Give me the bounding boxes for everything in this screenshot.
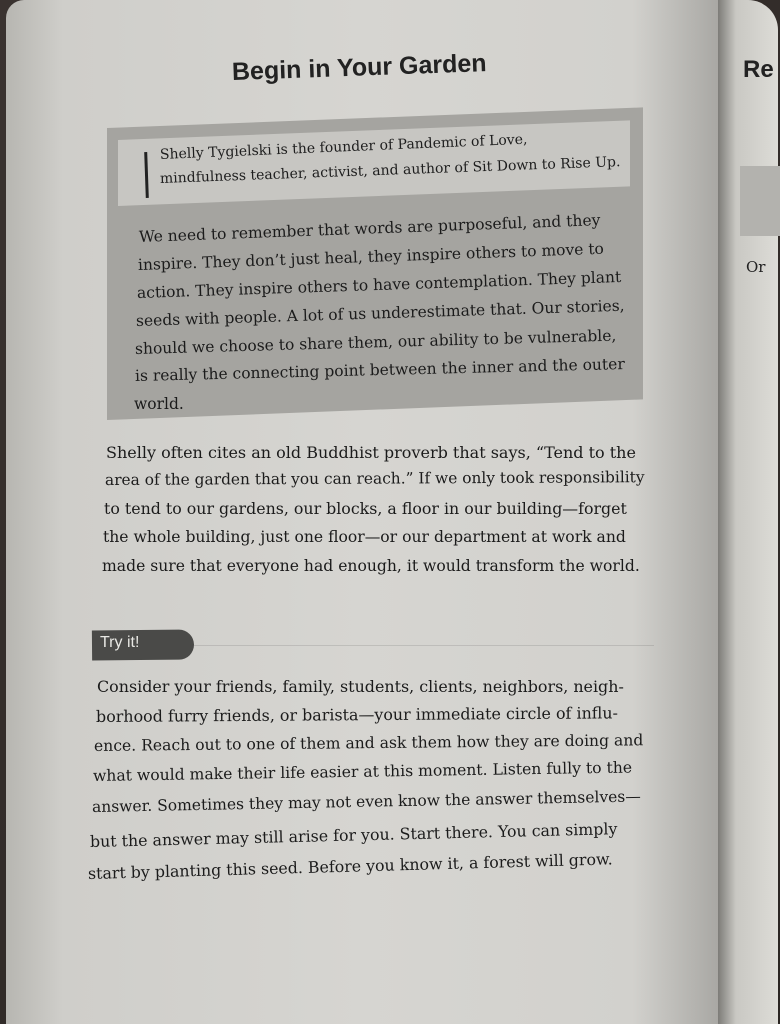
right-page-gray-box xyxy=(740,166,780,236)
try-it-line: Consider your friends, family, students, clients, neighbors, neigh- xyxy=(97,677,624,696)
try-it-line: answer. Sometimes they may not even know the answer themselves— xyxy=(91,787,641,816)
paragraph-line: Shelly often cites an old Buddhist proverb that says, “Tend to the xyxy=(106,443,636,462)
quote-line: world. xyxy=(134,395,184,413)
quote-intro-line: Shelly Tygielski is the founder of Pandemic of Love, xyxy=(159,131,528,163)
paragraph-line: area of the garden that you can reach.” If we only took responsibility xyxy=(104,468,645,489)
quote-line: is really the connecting point between the inner and the outer xyxy=(134,355,625,385)
chapter-title: Begin in Your Garden xyxy=(231,49,487,86)
paragraph-line: to tend to our gardens, our blocks, a floor in our building—forget xyxy=(104,499,627,518)
right-page-heading: Rе xyxy=(743,56,774,83)
quote-line: inspire. They don’t just heal, they inspire others to move to xyxy=(137,239,605,274)
quote-intro-line: mindfulness teacher, activist, and author of Sit Down to Rise Up. xyxy=(159,154,621,187)
try-it-rule xyxy=(194,645,654,646)
try-it-line: but the answer may still arise for you. Start there. You can simply xyxy=(89,819,618,851)
right-page xyxy=(718,0,778,1024)
try-it-line: borhood furry friends, or barista—your immediate circle of influ- xyxy=(95,703,619,726)
paragraph-line: made sure that everyone had enough, it would transform the world. xyxy=(102,557,640,575)
paragraph-line: the whole building, just one floor—or our department at work and xyxy=(103,528,626,546)
try-it-label: Try it! xyxy=(100,634,140,651)
try-it-line: what would make their life easier at this moment. Listen fully to the xyxy=(92,758,633,785)
try-it-line: start by planting this seed. Before you know it, a forest will grow. xyxy=(87,849,613,883)
try-it-line: ence. Reach out to one of them and ask them how they are doing and xyxy=(93,731,644,755)
quote-line: should we choose to share them, our ability to be vulnerable, xyxy=(134,326,617,358)
quote-line: We need to remember that words are purposeful, and they xyxy=(138,211,601,246)
quote-line: action. They inspire others to have contemplation. They plant xyxy=(136,267,622,302)
right-page-text: Or xyxy=(746,258,766,276)
quote-line: seeds with people. A lot of us underestimate that. Our stories, xyxy=(135,296,625,330)
